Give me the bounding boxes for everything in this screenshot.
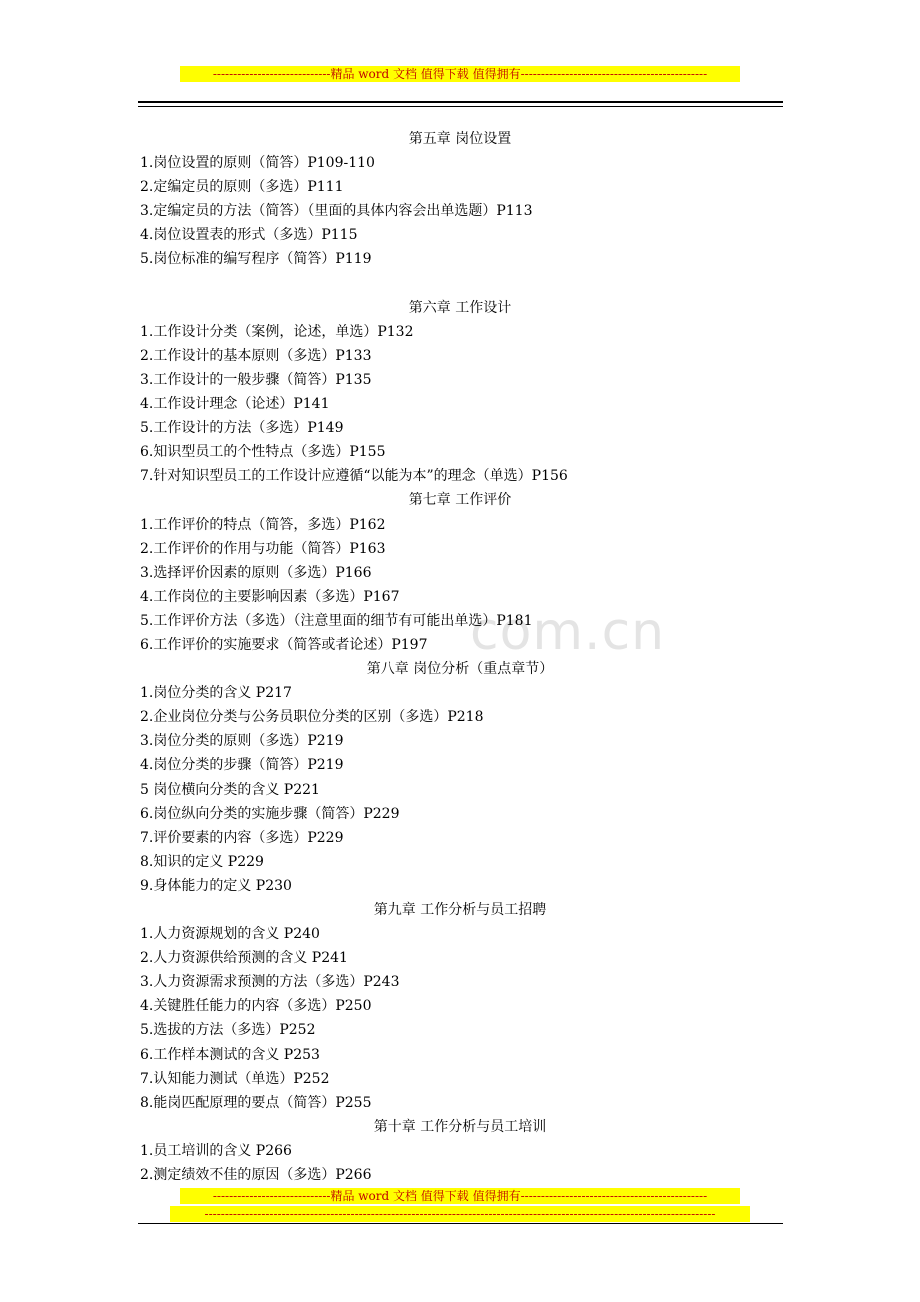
footer-dashes: ------------------------------------------------------------------------------------------------------------------------------ <box>170 1206 750 1222</box>
list-item: 4.工作岗位的主要影响因素（多选）P167 <box>140 588 400 605</box>
list-item: 3.岗位分类的原则（多选）P219 <box>140 733 344 750</box>
list-item: 7.认知能力测试（单选）P252 <box>140 1070 330 1087</box>
chapter-title: 第八章 岗位分析（重点章节） <box>366 661 554 678</box>
list-item: 8.知识的定义 P229 <box>140 853 264 870</box>
footer-banner: -----------------------------精品 word 文档 值得下载 值得拥有---------------------------------------------- <box>180 1188 740 1204</box>
list-item: 3.人力资源需求预测的方法（多选）P243 <box>140 974 400 991</box>
list-item: 1.工作设计分类（案例，论述，单选）P132 <box>140 323 414 340</box>
list-item: 1.岗位设置的原则（简答）P109-110 <box>140 155 375 172</box>
list-item: 6.知识型员工的个性特点（多选）P155 <box>140 444 386 461</box>
list-item: 3.选择评价因素的原则（多选）P166 <box>140 564 372 581</box>
list-item: 4.工作设计理念（论述）P141 <box>140 396 330 413</box>
list-item: 2.企业岗位分类与公务员职位分类的区别（多选）P218 <box>140 709 484 726</box>
list-item: 2.工作设计的基本原则（多选）P133 <box>140 347 372 364</box>
document-body <box>140 127 780 1187</box>
list-item: 4.岗位设置表的形式（多选）P115 <box>140 227 358 244</box>
chapter-title: 第五章 岗位设置 <box>408 131 512 147</box>
list-item: 3.工作设计的一般步骤（简答）P135 <box>140 371 372 388</box>
list-item: 1.员工培训的含义 P266 <box>140 1142 292 1159</box>
list-item: 8.能岗匹配原理的要点（简答）P255 <box>140 1094 372 1111</box>
chapter-title: 第六章 工作设计 <box>408 299 512 316</box>
list-item: 5.岗位标准的编写程序（简答）P119 <box>140 251 372 268</box>
list-item: 7.评价要素的内容（多选）P229 <box>140 829 344 846</box>
list-item: 9.身体能力的定义 P230 <box>140 877 292 894</box>
watermark-text: com.cn <box>470 602 666 662</box>
list-item: 2.定编定员的原则（多选）P111 <box>140 179 344 196</box>
footer-rule <box>138 1223 783 1224</box>
list-item: 2.工作评价的作用与功能（简答）P163 <box>140 540 386 557</box>
list-item: 5.选拔的方法（多选）P252 <box>140 1022 316 1039</box>
list-item: 6.工作评价的实施要求（简答或者论述）P197 <box>140 636 428 653</box>
list-item: 5.工作评价方法（多选）（注意里面的细节有可能出单选）P181 <box>140 612 533 629</box>
header-rule-thick <box>138 101 783 103</box>
chapter-title: 第七章 工作评价 <box>408 492 512 509</box>
list-item: 6.岗位纵向分类的实施步骤（简答）P229 <box>140 805 400 822</box>
blank-line <box>140 272 780 296</box>
header-banner: -----------------------------精品 word 文档 值得下载 值得拥有---------------------------------------------- <box>180 66 740 82</box>
list-item: 4.岗位分类的步骤（简答）P219 <box>140 757 344 774</box>
list-item: 4.关键胜任能力的内容（多选）P250 <box>140 998 372 1015</box>
list-item: 1.人力资源规划的含义 P240 <box>140 926 320 943</box>
list-item: 5.工作设计的方法（多选）P149 <box>140 420 344 437</box>
list-item: 2.测定绩效不佳的原因（多选）P266 <box>140 1167 372 1184</box>
list-item: 1.工作评价的特点（简答，多选）P162 <box>140 516 386 533</box>
chapter-title: 第九章 工作分析与员工招聘 <box>373 902 547 918</box>
header-rule-thin <box>138 106 783 107</box>
list-item: 5 岗位横向分类的含义 P221 <box>140 781 320 798</box>
list-item: 2.人力资源供给预测的含义 P241 <box>140 950 348 967</box>
chapter-title: 第十章 工作分析与员工培训 <box>373 1118 547 1135</box>
list-item: 3.定编定员的方法（简答）（里面的具体内容会出单选题）P113 <box>140 203 533 220</box>
list-item: 6.工作样本测试的含义 P253 <box>140 1046 320 1063</box>
list-item: 1.岗位分类的含义 P217 <box>140 685 292 702</box>
list-item: 7.针对知识型员工的工作设计应遵循“以能为本”的理念（单选）P156 <box>140 468 568 485</box>
